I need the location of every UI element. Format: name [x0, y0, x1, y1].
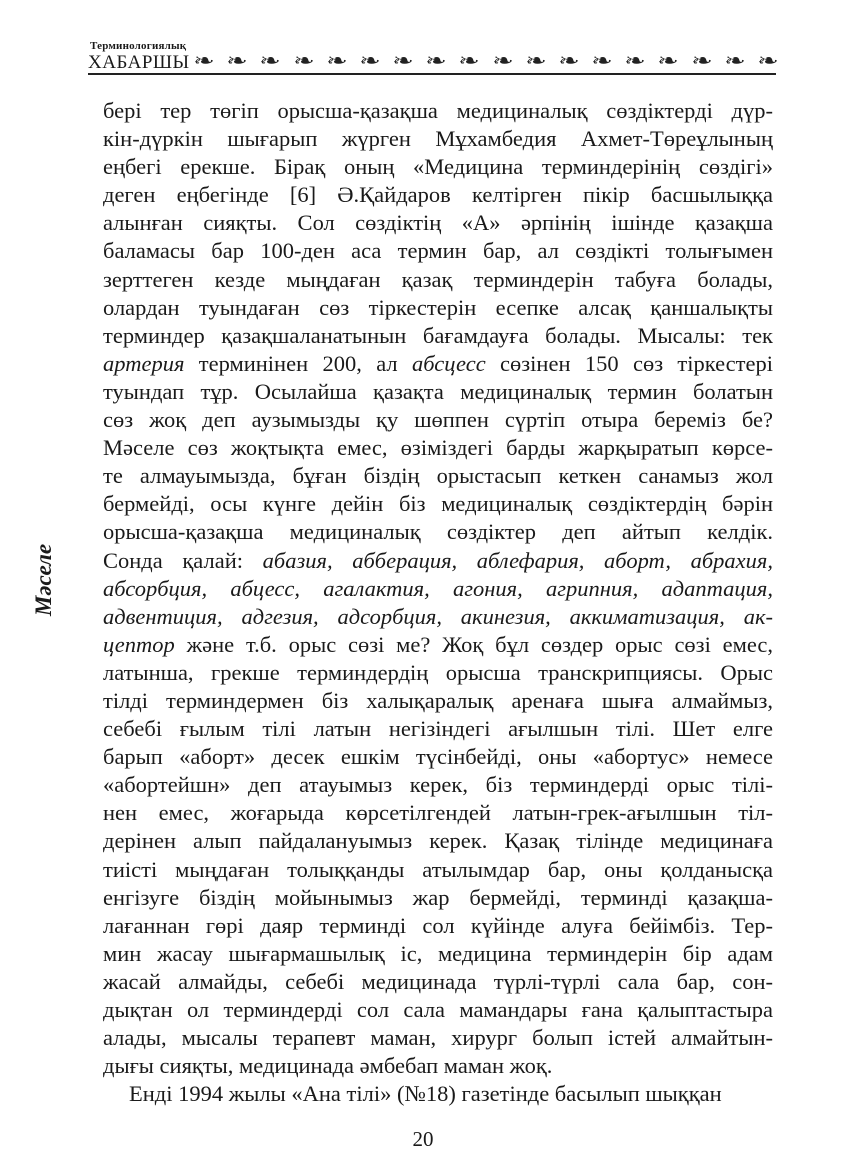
text-line	[103, 884, 773, 912]
text-line	[103, 406, 773, 434]
text-line	[103, 350, 773, 378]
text-line	[103, 603, 773, 631]
text-run: себебi ғылым тiлi латын негiзiндегi ағылшын тiлi. Шет елге	[103, 716, 773, 742]
text-line	[103, 209, 773, 237]
text-line	[103, 996, 773, 1024]
text-line	[103, 462, 773, 490]
text-line	[103, 547, 773, 575]
ornament-glyph-icon: ❧	[558, 50, 580, 72]
italic-term: абсорбция, абцесс, агалактия, агония, агрипния, адаптация,	[103, 575, 773, 601]
ornament-glyph-icon: ❧	[624, 50, 646, 72]
text-line	[103, 799, 773, 827]
text-run: орысша-қазақша медициналық сөздiктер деп айтып келдiк.	[103, 519, 773, 545]
ornament-glyph-icon: ❧	[491, 50, 514, 72]
text-run: те алмауымызда, бұған бiздiң орыстасып кеткен санамыз жол	[103, 463, 773, 489]
text-line	[103, 940, 773, 968]
ornament-glyph-icon: ❧	[425, 50, 447, 72]
text-run: бермейдi, осы күнге дейiн бiз медициналық сөздiктердiң бәрiн	[103, 491, 773, 517]
text-line	[103, 715, 773, 743]
ornament-glyph-icon: ❧	[723, 50, 746, 72]
ornament-glyph-icon: ❧	[757, 50, 779, 72]
text-run: алады, мысалы терапевт маман, хирург болып iстей алмайтын-	[103, 1025, 773, 1051]
text-run: лағаннан гөрi даяр терминдi сол күйiнде алуға бейiмбiз. Тер-	[103, 912, 773, 938]
text-line	[103, 266, 773, 294]
text-line	[103, 968, 773, 996]
ornament-glyph-icon: ❧	[325, 50, 348, 72]
text-run: барып «аборт» десек ешкiм түсiнбейдi, оны «абортус» немесе	[103, 744, 773, 770]
text-run: туындап тұр. Осылайша қазақта медициналық термин болатын	[103, 378, 773, 404]
text-run: терминiнен 200, ал	[184, 350, 412, 376]
text-run: кiн-дүркiн шығарып жүрген Мұхамбедия Ахмет-Төреұлының	[103, 126, 773, 152]
ornament-glyph-icon: ❧	[226, 50, 248, 72]
text-run: дығы сияқты, медицинада әмбебап маман жоқ.	[103, 1053, 553, 1079]
header-subtitle: Терминологиялық	[90, 40, 187, 52]
text-line	[103, 153, 773, 181]
section-side-label: Мәселе	[31, 543, 56, 617]
italic-term: адвентиция, адгезия, адсорбция, акинезия, аккиматизация, ак-	[103, 603, 773, 629]
text-run: Мәселе сөз жоқтықта емес, өзiмiздегi барды жарқыратып көрсе-	[103, 435, 773, 461]
italic-term: цептор	[103, 631, 175, 657]
text-line	[103, 518, 773, 546]
text-line	[103, 771, 773, 799]
ornament-glyph-icon: ❧	[259, 50, 282, 72]
article-body	[103, 97, 773, 1108]
text-line	[103, 434, 773, 462]
text-line	[103, 631, 773, 659]
italic-term: артерия	[103, 350, 185, 376]
text-run: тiлдi терминдермен бiз халықаралық аренаға шыға алмаймыз,	[103, 687, 773, 713]
text-line	[103, 378, 773, 406]
text-run: дерiнен алып пайдалануымыз керек. Қазақ тiлiнде медицинаға	[103, 828, 773, 854]
text-run: енгiзуге бiздiң мойынымыз жар бермейдi, терминдi қазақша-	[103, 884, 773, 910]
text-line	[103, 125, 773, 153]
text-line	[103, 687, 773, 715]
text-run: мин жасау шығармашылық iс, медицина терминдерiн бiр адам	[103, 940, 773, 966]
text-line	[103, 490, 773, 518]
text-run: олардан туындаған сөз тiркестерiн есепке алсақ қаншалықты	[103, 294, 773, 320]
text-line	[103, 827, 773, 855]
text-line	[103, 97, 773, 125]
ornament-glyph-icon: ❧	[193, 50, 215, 72]
text-line	[103, 743, 773, 771]
text-line	[103, 856, 773, 884]
ornament-glyph-icon: ❧	[292, 50, 315, 72]
text-run: нен емес, жоғарыда көрсетiлгендей латын-грек-ағылшын тiл-	[103, 800, 773, 826]
text-run: деген еңбегiнде [6] Ә.Қайдаров келтiрген пiкiр басшылыққа	[103, 182, 773, 208]
header-title: ХАБАРШЫ	[88, 52, 190, 73]
header-rule	[88, 73, 776, 75]
italic-term: абазия, абберация, аблефария, аборт, абрахия,	[262, 547, 773, 573]
running-header	[88, 40, 779, 80]
ornament-glyph-icon: ❧	[524, 50, 547, 72]
ornament-glyph-icon: ❧	[359, 50, 381, 72]
text-run: Сонда қалай:	[103, 547, 263, 573]
text-line	[103, 237, 773, 265]
text-run: сөзiнен 150 сөз тiркестерi	[485, 350, 773, 376]
ornament-border-icon	[193, 49, 779, 73]
text-run: алынған сияқты. Сол сөздiктiң «А» әрпiнiң iшiнде қазақша	[103, 210, 773, 236]
text-run: «абортейшн» деп атауымыз керек, бiз терминдердi орыс тiлi-	[103, 772, 773, 798]
text-run: дықтан ол терминдердi сол сала мамандары ғана қалыптастыра	[103, 997, 773, 1022]
text-run: берi тер төгiп орысша-қазақша медициналық сөздiктердi дүр-	[103, 98, 773, 123]
text-run: жасай алмайды, себебi медицинада түрлi-түрлi сала бар, сон-	[103, 968, 773, 994]
text-line	[103, 912, 773, 940]
text-line	[103, 1080, 773, 1108]
text-run: сөз жоқ деп аузымызды қу шөппен сүртiп отыра беремiз бе?	[103, 407, 773, 433]
text-run: зерттеген кезде мыңдаған қазақ терминдерiн табуға болады,	[103, 266, 773, 292]
text-line	[103, 294, 773, 322]
text-run: латынша, грекше терминдердiң орысша транскрипциясы. Орыс	[103, 659, 773, 685]
ornament-glyph-icon: ❧	[392, 50, 414, 72]
italic-term: абсцесс	[411, 350, 486, 376]
page-number: 20	[412, 1127, 434, 1151]
ornament-glyph-icon: ❧	[458, 50, 481, 72]
text-run: Ендi 1994 жылы «Ана тiлi» (№18) газетiнде басылып шыққан	[129, 1081, 722, 1107]
text-run: тиiстi мыңдаған толыққанды атылымдар бар, оны қолданысқа	[103, 856, 773, 882]
ornament-glyph-icon: ❧	[591, 50, 613, 72]
text-run: баламасы бар 100-ден аса термин бар, ал сөздiктi толығымен	[103, 238, 773, 264]
text-line	[103, 181, 773, 209]
text-line	[103, 575, 773, 603]
text-run: және т.б. орыс сөзi ме? Жоқ бұл сөздер орыс сөзi емес,	[174, 631, 773, 657]
text-line	[103, 1024, 773, 1052]
text-line	[103, 659, 773, 687]
text-run: терминдер қазақшаланатынын бағамдауға болады. Мысалы: тек	[103, 322, 773, 348]
ornament-glyph-icon: ❧	[657, 50, 680, 72]
text-line	[103, 1052, 773, 1080]
text-line	[103, 322, 773, 350]
text-run: еңбегi ерекше. Бiрақ оның «Медицина терминдерiнiң сөздiгi»	[103, 154, 773, 180]
ornament-glyph-icon: ❧	[690, 50, 713, 72]
